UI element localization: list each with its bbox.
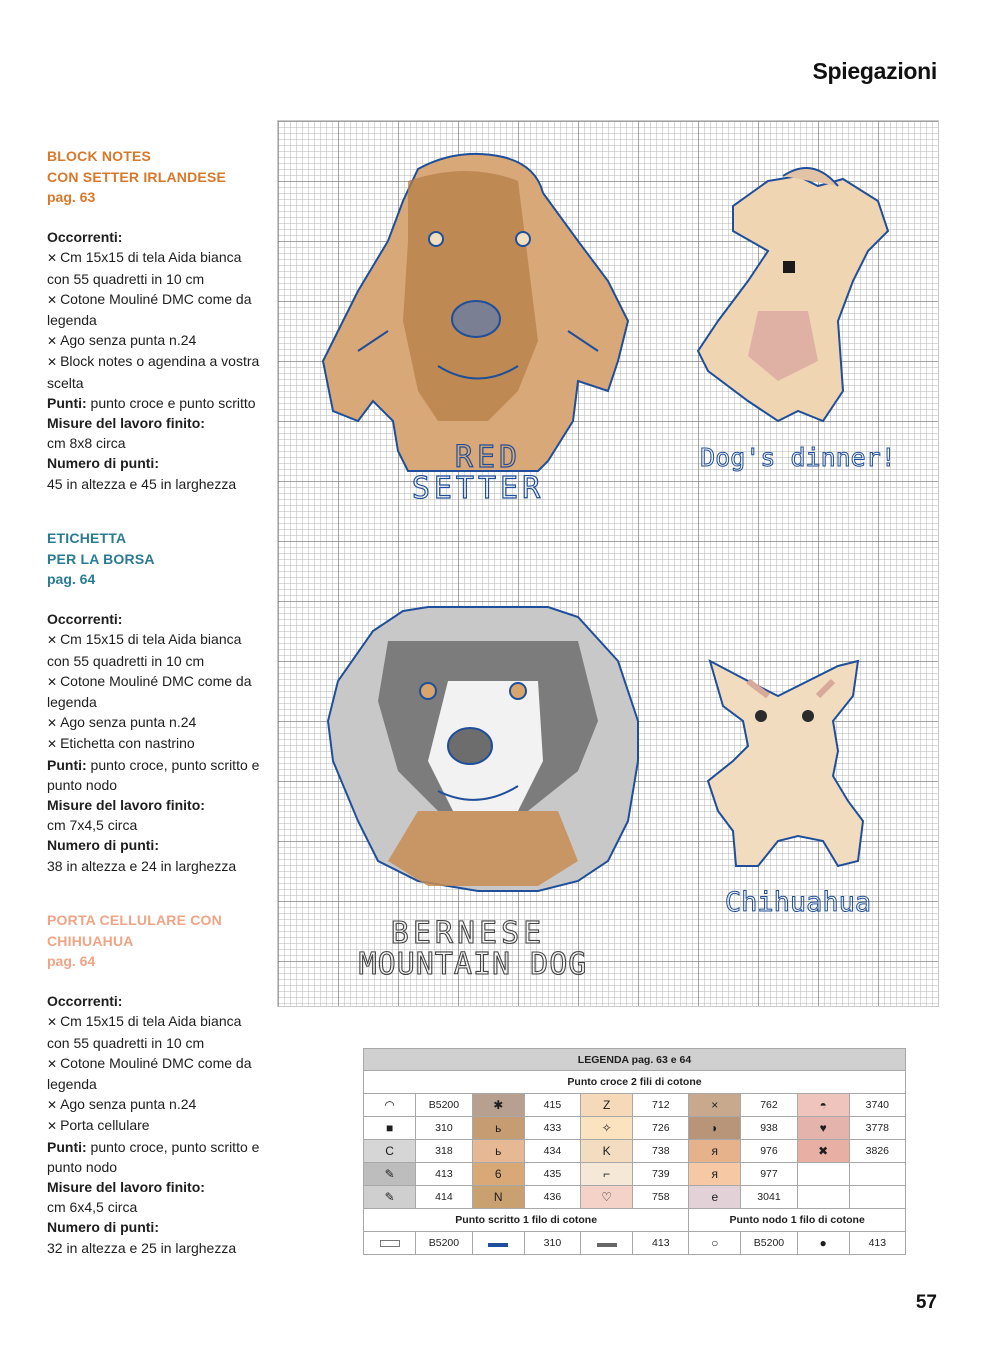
legend-number: 739 bbox=[633, 1163, 689, 1186]
misure-value: cm 6x4,5 circa bbox=[47, 1199, 138, 1216]
backstitch-swatch bbox=[580, 1232, 632, 1255]
occorrenti-label: Occorrenti: bbox=[47, 229, 123, 246]
legend-symbol: ♡ bbox=[580, 1186, 632, 1209]
legend-symbol: ь bbox=[472, 1140, 524, 1163]
legend-symbol: Z bbox=[580, 1094, 632, 1117]
legend-symbol bbox=[797, 1186, 849, 1209]
legend-symbol: ♥ bbox=[797, 1117, 849, 1140]
numero-value: 45 in altezza e 45 in larghezza bbox=[47, 475, 237, 492]
misure-value: cm 7x4,5 circa bbox=[47, 817, 138, 834]
legend-number: 413 bbox=[416, 1163, 472, 1186]
legend-number bbox=[849, 1186, 905, 1209]
section-title: PER LA BORSA bbox=[47, 550, 155, 567]
list-item: ✕ Cm 15x15 di tela Aida bianca con 55 quadretti in 10 cm bbox=[47, 631, 242, 669]
legend-symbol: ✎ bbox=[364, 1163, 416, 1186]
legend-row bbox=[364, 1117, 906, 1140]
chihuahua-label: Chihuahua bbox=[724, 887, 872, 918]
cross-stitch-chart bbox=[277, 120, 939, 1007]
legend-symbol: ⌐ bbox=[580, 1163, 632, 1186]
section-etichetta bbox=[47, 528, 262, 876]
legend-row bbox=[364, 1094, 906, 1117]
legend-number: 938 bbox=[741, 1117, 797, 1140]
red-setter-label-2: SETTER bbox=[411, 471, 545, 506]
legend-number: B5200 bbox=[741, 1232, 797, 1255]
legend-backstitch-title: Punto scritto 1 filo di cotone bbox=[364, 1209, 689, 1232]
list-item: ✕ Ago senza punta n.24 bbox=[47, 1096, 197, 1113]
occorrenti-label: Occorrenti: bbox=[47, 993, 123, 1010]
list-item: ✕ Ago senza punta n.24 bbox=[47, 332, 197, 349]
section-title: CHIHUAHUA bbox=[47, 932, 134, 949]
legend-number: 414 bbox=[416, 1186, 472, 1209]
list-item: ✕ Block notes o agendina a vostra scelta bbox=[47, 353, 260, 391]
legend-symbol: ✱ bbox=[472, 1094, 524, 1117]
list-item: ✕ Ago senza punta n.24 bbox=[47, 714, 197, 731]
dogs-dinner-label: Dog's dinner! bbox=[700, 443, 896, 472]
backstitch-swatch bbox=[472, 1232, 524, 1255]
section-porta-cellulare bbox=[47, 910, 262, 1258]
legend-title: LEGENDA pag. 63 e 64 bbox=[364, 1049, 906, 1071]
legend-symbol: N bbox=[472, 1186, 524, 1209]
dogs-dinner-pattern bbox=[698, 168, 888, 421]
numero-value: 38 in altezza e 24 in larghezza bbox=[47, 857, 237, 874]
legend-number: 3041 bbox=[741, 1186, 797, 1209]
legend-lines-row bbox=[364, 1232, 906, 1255]
legend-symbol: ✧ bbox=[580, 1117, 632, 1140]
section-title: PORTA CELLULARE CON bbox=[47, 912, 222, 928]
legend-row bbox=[364, 1163, 906, 1186]
legend-symbol: ь bbox=[472, 1117, 524, 1140]
misure-label: Misure del lavoro finito: bbox=[47, 1179, 205, 1196]
list-item: ✕ Porta cellulare bbox=[47, 1117, 150, 1134]
legend-number: B5200 bbox=[416, 1232, 472, 1255]
punti-line: Punti: punto croce, punto scritto e punto nodo bbox=[47, 756, 260, 793]
misure-label: Misure del lavoro finito: bbox=[47, 797, 205, 814]
legend-number: 3740 bbox=[849, 1094, 905, 1117]
occorrenti-label: Occorrenti: bbox=[47, 611, 123, 628]
legend-number: 712 bbox=[633, 1094, 689, 1117]
list-item: ✕ Cotone Mouliné DMC come da legenda bbox=[47, 672, 252, 711]
legend-cross-title: Punto croce 2 fili di cotone bbox=[364, 1071, 906, 1094]
legend-number: 726 bbox=[633, 1117, 689, 1140]
legend-number bbox=[849, 1163, 905, 1186]
legend-number: 435 bbox=[524, 1163, 580, 1186]
legend-number: B5200 bbox=[416, 1094, 472, 1117]
legend-number: 415 bbox=[524, 1094, 580, 1117]
punti-line: Punti: punto croce e punto scritto bbox=[47, 394, 256, 411]
section-page: pag. 63 bbox=[47, 189, 96, 205]
section-block-notes bbox=[47, 146, 262, 494]
numero-label: Numero di punti: bbox=[47, 837, 159, 854]
page-header: Spiegazioni bbox=[812, 58, 937, 84]
legend-number: 413 bbox=[849, 1232, 905, 1255]
legend-symbol: K bbox=[580, 1140, 632, 1163]
section-title: ETICHETTA bbox=[47, 530, 127, 546]
legend-number: 310 bbox=[416, 1117, 472, 1140]
knot-symbol: ○ bbox=[689, 1232, 741, 1255]
legend-symbol: я bbox=[689, 1140, 741, 1163]
section-title: BLOCK NOTES bbox=[47, 148, 152, 164]
legend-symbol: 6 bbox=[472, 1163, 524, 1186]
chihuahua-pattern bbox=[708, 661, 863, 866]
legend-knot-title: Punto nodo 1 filo di cotone bbox=[689, 1209, 906, 1232]
section-page: pag. 64 bbox=[47, 571, 96, 587]
list-item: ✕ Cotone Mouliné DMC come da legenda bbox=[47, 290, 252, 329]
backstitch-swatch bbox=[364, 1232, 416, 1255]
legend-number: 762 bbox=[741, 1094, 797, 1117]
section-page: pag. 64 bbox=[47, 953, 96, 969]
legend-symbol: ◓ bbox=[797, 1094, 849, 1117]
misure-value: cm 8x8 circa bbox=[47, 435, 126, 452]
bernese-label-1: BERNESE bbox=[390, 916, 546, 951]
section-title: CON SETTER IRLANDESE bbox=[47, 168, 227, 185]
legend-symbol: ✖ bbox=[797, 1140, 849, 1163]
numero-value: 32 in altezza e 25 in larghezza bbox=[47, 1239, 237, 1256]
bernese-pattern bbox=[328, 607, 638, 891]
legend-number: 436 bbox=[524, 1186, 580, 1209]
legend-number: 433 bbox=[524, 1117, 580, 1140]
list-item: ✕ Etichetta con nastrino bbox=[47, 735, 195, 752]
legend-number: 318 bbox=[416, 1140, 472, 1163]
legend-symbol: ■ bbox=[364, 1117, 416, 1140]
legend-symbol: × bbox=[689, 1094, 741, 1117]
legend-row bbox=[364, 1186, 906, 1209]
legend-symbol: я bbox=[689, 1163, 741, 1186]
red-setter-label-1: RED bbox=[454, 440, 522, 475]
legend-symbol: ✎ bbox=[364, 1186, 416, 1209]
legend-symbol: ◠ bbox=[364, 1094, 416, 1117]
legend-number: 413 bbox=[633, 1232, 689, 1255]
legend-number: 976 bbox=[741, 1140, 797, 1163]
legend-table bbox=[363, 1048, 906, 1255]
knot-symbol: ● bbox=[797, 1232, 849, 1255]
legend-number: 3826 bbox=[849, 1140, 905, 1163]
numero-label: Numero di punti: bbox=[47, 1219, 159, 1236]
legend-symbol: e bbox=[689, 1186, 741, 1209]
legend-number: 310 bbox=[524, 1232, 580, 1255]
list-item: ✕ Cm 15x15 di tela Aida bianca con 55 quadretti in 10 cm bbox=[47, 249, 242, 287]
list-item: ✕ Cm 15x15 di tela Aida bianca con 55 quadretti in 10 cm bbox=[47, 1013, 242, 1051]
legend-row bbox=[364, 1140, 906, 1163]
red-setter-pattern bbox=[323, 154, 628, 471]
legend-number: 977 bbox=[741, 1163, 797, 1186]
legend-number: 434 bbox=[524, 1140, 580, 1163]
legend-number: 3778 bbox=[849, 1117, 905, 1140]
list-item: ✕ Cotone Mouliné DMC come da legenda bbox=[47, 1054, 252, 1093]
legend-number: 758 bbox=[633, 1186, 689, 1209]
page-number: 57 bbox=[915, 1292, 937, 1313]
chart-illustrations bbox=[278, 121, 938, 1006]
misure-label: Misure del lavoro finito: bbox=[47, 415, 205, 432]
legend-number: 738 bbox=[633, 1140, 689, 1163]
legend-symbol bbox=[797, 1163, 849, 1186]
bernese-label-2: MOUNTAIN DOG bbox=[358, 947, 588, 982]
legend-symbol: C bbox=[364, 1140, 416, 1163]
legend-symbol: ◗ bbox=[689, 1117, 741, 1140]
punti-line: Punti: punto croce, punto scritto e punto nodo bbox=[47, 1138, 260, 1175]
numero-label: Numero di punti: bbox=[47, 455, 159, 472]
